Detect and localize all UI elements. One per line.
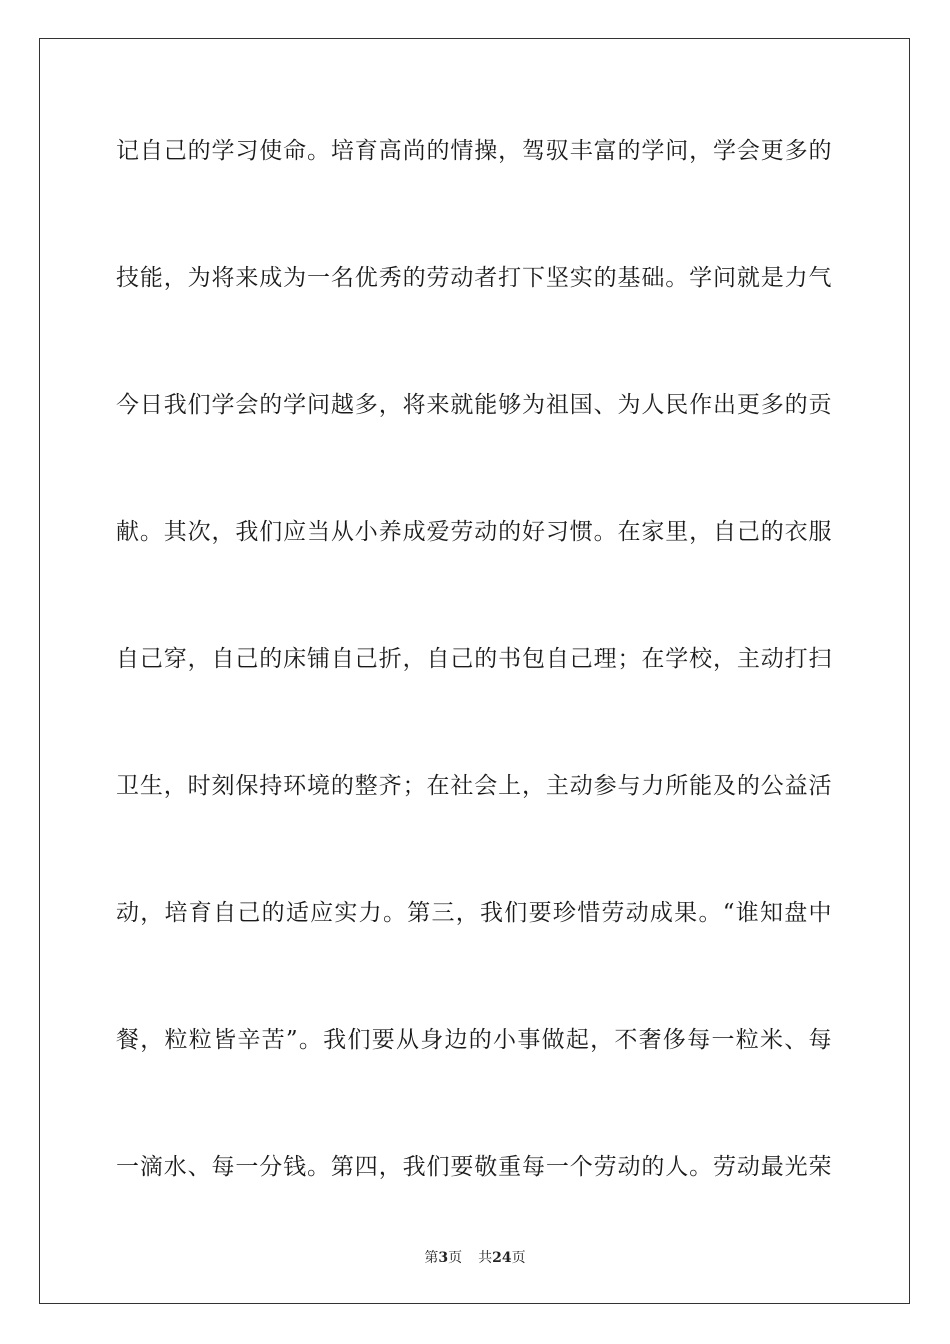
text-line-content: 今日我们学会的学问越多，将来就能够为祖国、为人民作出更多的贡 [116, 392, 832, 418]
text-line-4 [116, 505, 832, 632]
text-line-5 [116, 632, 832, 759]
document-body [116, 124, 832, 1267]
total-pages: 24 [492, 1250, 512, 1266]
text-line-6 [116, 759, 832, 886]
page-number: 3 [438, 1250, 449, 1266]
total-prefix: 共 [478, 1250, 493, 1266]
text-line-content: 卫生，时刻保持环境的整齐；在社会上，主动参与力所能及的公益活 [116, 773, 832, 799]
text-line-3 [116, 378, 832, 505]
page-footer [0, 1247, 950, 1267]
text-line-content: 一滴水、每一分钱。第四，我们要敬重每一个劳动的人。劳动最光荣 [116, 1154, 832, 1180]
text-line-content: 献。其次，我们应当从小养成爱劳动的好习惯。在家里，自己的衣服 [116, 519, 832, 545]
text-line-2 [116, 251, 832, 378]
text-line-7 [116, 886, 832, 1013]
text-line-content: 技能，为将来成为一名优秀的劳动者打下坚实的基础。学问就是力气 [116, 265, 832, 291]
text-line-content: 自己穿，自己的床铺自己折，自己的书包自己理；在学校，主动打扫 [116, 646, 832, 672]
text-line-content: 记自己的学习使命。培育高尚的情操，驾驭丰富的学问，学会更多的 [116, 138, 832, 164]
text-line-8 [116, 1013, 832, 1140]
page-suffix: 页 [448, 1250, 463, 1266]
text-line-content: 动，培育自己的适应实力。第三，我们要珍惜劳动成果。“谁知盘中 [116, 900, 832, 926]
total-suffix: 页 [511, 1250, 526, 1266]
page-prefix: 第 [424, 1250, 439, 1266]
text-line-1 [116, 124, 832, 251]
text-line-content: 餐，粒粒皆辛苦”。我们要从身边的小事做起，不奢侈每一粒米、每 [116, 1027, 832, 1053]
